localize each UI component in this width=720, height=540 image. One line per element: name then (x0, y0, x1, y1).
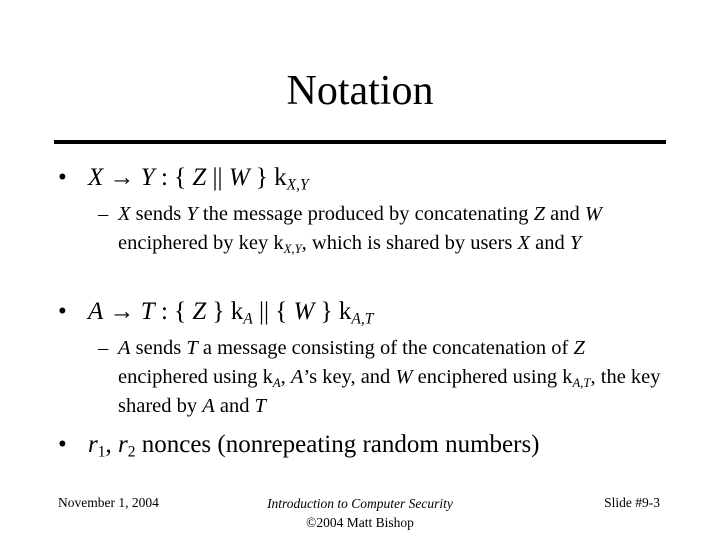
bullet-nonces: • $r_1$, $r_2$ nonces (nonrepeating random numbers) (58, 431, 540, 461)
footer-course-info (210, 494, 510, 532)
footer-copyright: ©2004 Matt Bishop (306, 515, 414, 530)
title-divider (54, 140, 666, 144)
arrow-icon: → (109, 164, 135, 191)
footer-course-title: Introduction to Computer Security (267, 496, 453, 511)
slide-title: Notation (286, 68, 434, 114)
bullet-dot: • (58, 431, 67, 458)
arrow-icon: → (109, 298, 135, 325)
sub-bullet-at-explanation: – A sends T a message consisting of the concatenation of Z enciphered using $k_A$, A’s key, and W enciphered using $k_{A,T}$, the key shared by A and T (98, 334, 668, 421)
bullet-notation-at: • A → T : { Z } $k_A$ || { W } $k_{A,T}$ (58, 298, 374, 328)
footer-date: November 1, 2004 (58, 495, 159, 510)
sub-bullet-dash: – (98, 203, 109, 225)
bullet-dot: • (58, 164, 67, 191)
sub-bullet-dash: – (98, 337, 109, 359)
sub-bullet-xy-explanation: – X sends Y the message produced by concatenating Z and W enciphered by key $k_{X,Y}$, which is shared by users X and Y (98, 200, 668, 258)
footer-slide-number: Slide #9-3 (604, 495, 660, 510)
bullet-dot: • (58, 298, 67, 325)
bullet-notation-xy: • X → Y : { Z || W } $k_{X,Y}$ (58, 164, 309, 194)
